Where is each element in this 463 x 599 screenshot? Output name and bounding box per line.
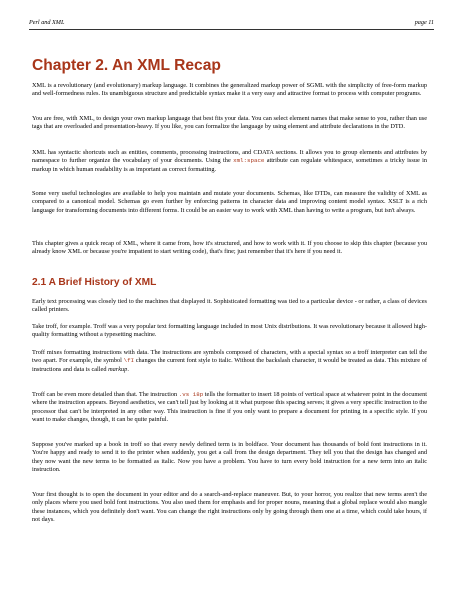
inline-code: .vs 18p <box>178 391 204 398</box>
inline-code: \fI <box>123 357 135 365</box>
paragraph-chapter-overview: This chapter gives a quick recap of XML, where it came from, how it's structured, and how to work with it. If you choose to skip this chapter (because you already know XML or because you're impatient to start writing code), that's fine; just remember that it's here if you need it. <box>32 240 427 256</box>
text-run: XML has syntactic shortcuts such as entities, comments, processing instructions, and CDATA sections. It allows you to group elements and attributes by namespace to further organize the vocabulary of your documents. Using the <box>32 149 427 165</box>
paragraph-syntax <box>32 149 427 174</box>
paragraph-search-replace: Your first thought is to open the document in your editor and do a search-and-replace maneuver. But, to your horror, you realize that new terms aren't the only places where you used bold font instructions. You also used them for emphasis and for proper nouns, meaning that a global replace would also mangle these instances, which you definitely don't want. You can change the right instructions only by going through them one at a time, which could take hours, if not days. <box>32 491 427 523</box>
paragraph-troff: Take troff, for example. Troff was a very popular text formatting language included in most Unix distributions. It was revolutionary because it allowed high-quality formatting without a typesetting machine. <box>32 323 427 339</box>
text-run: Troff mixes formatting instructions with data. The instructions are symbols composed of characters, with a special syntax so a troff interpreter can tell the two apart. For example, the symbol <box>32 349 427 365</box>
text-run: tells the formatter to insert 18 points of vertical space at whatever point in the document where the instruction appears. Beyond aesthetics, we can't tell just by looking at it what purpose this spacing serves; it gives a very specific instruction to the processor that can't be interpreted in any other way. This instruction is fine if you only want to prepare a document for printing in a specific style. If you want to make changes, though, it can be quite painful. <box>32 391 427 423</box>
paragraph-design: You are free, with XML, to design your own markup language that best fits your data. You can select element names that make sense to you, rather than use tags that are overloaded and presentation-heavy. If you like, you can formalize the language by using element and attribute declarations in the DTD. <box>32 115 427 131</box>
paragraph-early-text: Early text processing was closely tied to the machines that displayed it. Sophisticated formatting was tied to a particular device - or rather, a class of devices called printers. <box>32 298 427 314</box>
text-run: Troff can be even more detailed than that. The instruction <box>32 391 179 398</box>
text-run: attribute can regulate whitespace, sometimes a tricky issue in markup in which human readability is as important as correct formatting. <box>32 157 427 173</box>
chapter-title: Chapter 2. An XML Recap <box>32 57 221 74</box>
text-run: changes the current font style to italic. Without the backslash character, it would be treated as data. This mixture of instructions and data is called <box>32 357 428 373</box>
paragraph-vertical-space <box>32 391 427 424</box>
inline-code: xml:space <box>233 157 265 165</box>
paragraph-technologies: Some very useful technologies are available to help you maintain and mutate your documents. Schemas, like DTDs, can measure the validity of XML as compared to a canonical model. Schemas go even further by enforcing patterns in character data and improving content model syntax. XSLT is a rich language for transforming documents into different forms. It could be an easier way to work with XML than having to write a program, but isn't always. <box>32 190 427 214</box>
header-page-number: page 11 <box>414 19 434 26</box>
paragraph-boldface: Suppose you've marked up a book in troff so that every newly defined term is in boldface. Your document has thousands of bold font instructions in it. You're happy and ready to send it to the printer when suddenly, you get a call from the design department. They tell you that the design has changed and they now want the new terms to be formatted as italic. Now you have a problem. You have to turn every bold instruction for a new term into an italic instruction. <box>32 441 427 473</box>
header-book-title: Perl and XML <box>29 19 65 26</box>
section-title: 2.1 A Brief History of XML <box>32 277 157 288</box>
text-run: . <box>127 365 129 373</box>
header-rule <box>29 29 434 30</box>
running-header <box>29 19 434 29</box>
emphasis-markup: markup <box>108 365 128 373</box>
paragraph-markup <box>32 349 427 374</box>
paragraph-intro: XML is a revolutionary (and evolutionary) markup language. It combines the generalized markup power of SGML with the simplicity of free-form markup and well-formedness rules. Its unambiguous structure and predictable syntax make it a very easy and attractive format to process with computer programs. <box>32 82 427 98</box>
